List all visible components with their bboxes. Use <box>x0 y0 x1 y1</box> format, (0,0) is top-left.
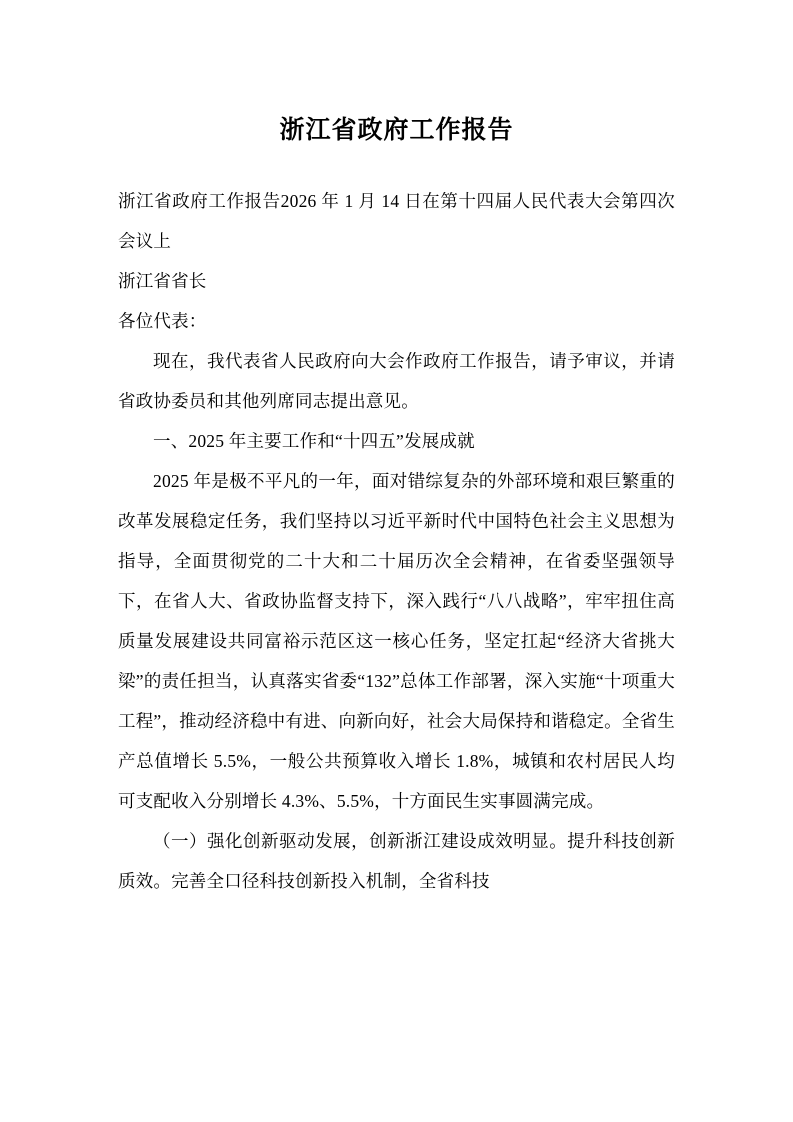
paragraph-opening: 现在，我代表省人民政府向大会作政府工作报告，请予审议，并请省政协委员和其他列席同志提出意见。 <box>118 351 675 411</box>
paragraph-section-one-body: 2025 年是极不平凡的一年，面对错综复杂的外部环境和艰巨繁重的改革发展稳定任务，我们坚持以习近平新时代中国特色社会主义思想为指导，全面贯彻党的二十大和二十届历次全会精神，在省委坚强领导下，在省人大、省政协监督支持下，深入践行“八八战略”，牢牢扭住高质量发展建设共同富裕示范区这一核心任务，坚定扛起“经济大省挑大梁”的责任担当，认真落实省委“132”总体工作部署，深入实施“十项重大工程”，推动经济稳中有进、向新向好，社会大局保持和谐稳定。全省生产总值增长 5.5%，一般公共预算收入增长 1.8%，城镇和农村居民人均可支配收入分别增长 4.3%、5.5%，十方面民生实事圆满完成。 <box>118 471 675 811</box>
paragraph-subsection-one: （一）强化创新驱动发展，创新浙江建设成效明显。提升科技创新质效。完善全口径科技创新投入机制，全省科技 <box>118 831 675 891</box>
paragraph-speaker-line: 浙江省省长 <box>118 271 207 291</box>
section-heading-one: 一、2025 年主要工作和“十四五”发展成就 <box>153 431 475 451</box>
page-title: 浙江省政府工作报告 <box>279 115 514 144</box>
paragraph-salutation: 各位代表： <box>118 311 207 331</box>
paragraph-subtitle-line: 浙江省政府工作报告2026 年 1 月 14 日在第十四届人民代表大会第四次会议上 <box>118 191 675 251</box>
